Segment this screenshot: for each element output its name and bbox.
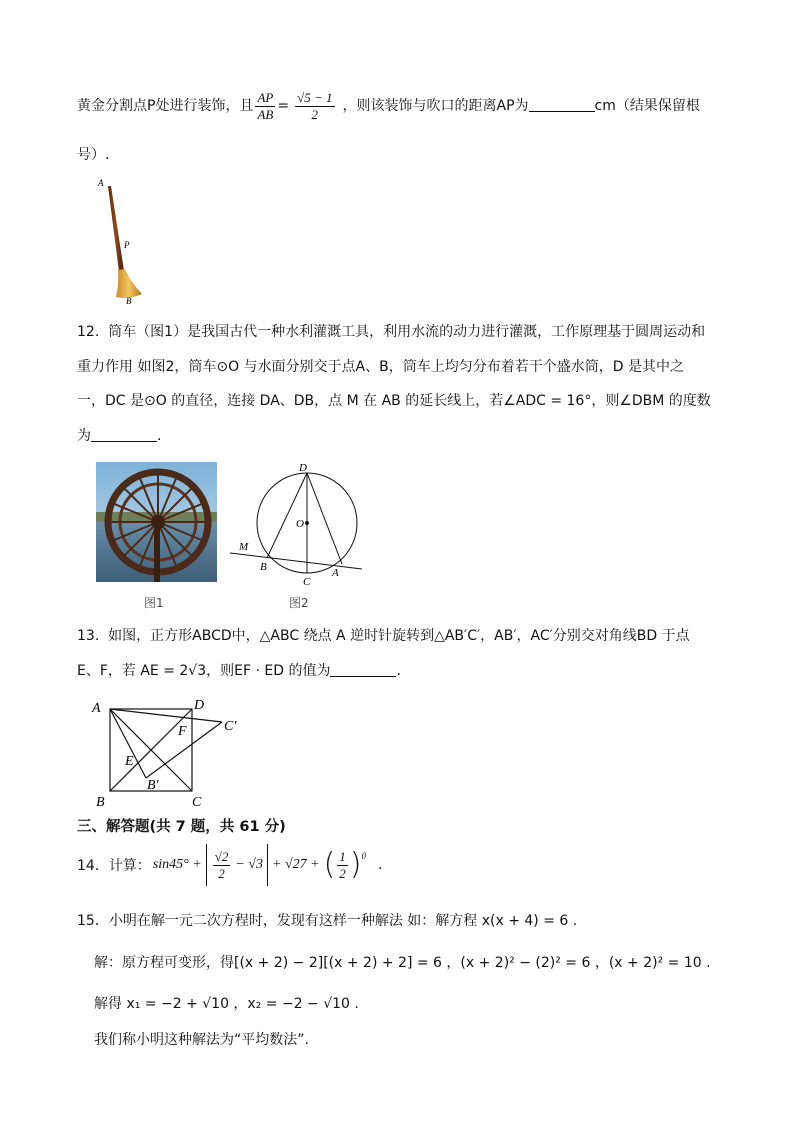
q12-line4: 为 . <box>77 428 162 444</box>
q11-equals: = <box>277 98 290 114</box>
q12-line1 <box>77 321 705 341</box>
q15-line2: 解：原方程可变形，得[(x + 2) − 2][(x + 2) + 2] = 6 ，(x + 2)² − (2)² = 6 ，(x + 2)² = 10 . <box>94 955 711 971</box>
q12-line3: 一，DC 是⊙O 的直径，连接 DA、DB，点 M 在 AB 的延长线上，若∠ADC = 16°，则∠DBM 的度数 <box>77 393 711 409</box>
q11-fig-label-p: P <box>124 240 130 250</box>
q12-fig-label-c: C <box>303 576 311 588</box>
q12-fig-label-m: M <box>239 541 249 553</box>
q11-fraction-ap-ab <box>255 90 275 123</box>
q13-fig-label-d: D <box>194 698 205 713</box>
q12-number: 12. <box>77 324 100 340</box>
q14-abs-num: √2 <box>214 848 229 864</box>
q13-answer-blank[interactable] <box>330 662 396 677</box>
q13-square-diagram <box>86 696 256 812</box>
q14-half <box>337 849 348 882</box>
q14-exponent: 0 <box>361 850 367 861</box>
q11-frac-num: AP <box>257 89 274 105</box>
line-mb-a <box>230 553 362 569</box>
q11-fig-label-a: A <box>98 178 104 188</box>
q14-abs-tail: − √3 <box>235 857 263 872</box>
q12-waterwheel-photo <box>96 462 217 582</box>
q12-circle-diagram <box>226 460 366 590</box>
q14-abs-den: 2 <box>218 865 225 881</box>
q13-fig-label-e: E <box>125 754 134 769</box>
q12-line2: 重力作用 如图2，筒车⊙O 与水面分别交于点A、B，筒车上均匀分布着若干个盛水筒，D 是其中之 <box>77 359 684 375</box>
q11-rhs-den: 2 <box>311 106 319 122</box>
q13-fig-label-a: A <box>92 701 101 716</box>
q14-line <box>77 843 382 887</box>
q13-fig-label-c2: C′ <box>224 719 237 734</box>
q11-line2: 号）. <box>77 147 110 163</box>
q14-sin45: sin45° + <box>152 857 202 872</box>
q14-expr-b: + √27 + <box>272 857 320 872</box>
q15-line1: 15．小明在解一元二次方程时，发现有这样一种解法 如：解方程 x(x + 4) = 6 . <box>77 913 578 929</box>
q13-fig-label-b2: B′ <box>147 778 159 793</box>
q11-unit: cm（结果保留根 <box>594 98 700 114</box>
q14-half-num: 1 <box>339 848 346 864</box>
q13-period: . <box>396 663 401 679</box>
q13-text-line1: 如图，正方形ABCD中，△ABC 绕点 A 逆时针旋转到△AB′C′，AB′，AC′分别交对角线BD 于点 <box>108 628 690 644</box>
q11-frac-den: AB <box>257 106 274 122</box>
q15-line3: 解得 x₁ = −2 + √10 ，x₂ = −2 − √10 . <box>94 996 359 1012</box>
center-o-dot <box>305 521 309 525</box>
q11-trumpet-figure <box>92 176 152 308</box>
q11-line1 <box>77 89 700 123</box>
q11-fig-label-b: B <box>126 296 132 306</box>
q11-fraction-golden <box>295 90 334 123</box>
segment-ac2 <box>110 709 222 722</box>
trumpet-bell <box>116 269 142 298</box>
q12-fig-label-a: A <box>332 567 339 579</box>
q11-text-a: 黄金分割点P处进行装饰，且 <box>77 98 254 114</box>
q12-fig2-caption: 图2 <box>289 596 309 610</box>
q13-text-line2: E、F，若 AE = 2√3，则EF · ED 的值为 <box>77 663 331 679</box>
trumpet-tube <box>108 186 124 272</box>
q11-answer-blank[interactable] <box>529 97 595 112</box>
q12-fig-label-d: D <box>299 462 307 474</box>
q13-line1 <box>77 625 690 645</box>
q12-fig-label-o: O <box>296 518 304 530</box>
q11-rhs-num: √5 − 1 <box>297 89 333 105</box>
section-3-title: 三、解答题(共 7 题，共 61 分) <box>77 819 286 835</box>
q13-fig-label-b: B <box>96 795 105 810</box>
q12-text-line1: 筒车（图1）是我国古代一种水利灌溉工具，利用水流的动力进行灌溉，工作原理基于圆周运动和 <box>108 324 706 340</box>
q14-label: 14．计算： <box>77 858 151 874</box>
q13-line2 <box>77 660 401 680</box>
q14-abs-fraction <box>213 849 231 882</box>
q14-end: . <box>378 857 383 873</box>
q15-line4: 我们称小明这种解法为“平均数法”. <box>94 1032 309 1048</box>
q13-fig-label-c: C <box>192 795 202 810</box>
q12-fig-label-b: B <box>260 561 267 573</box>
q14-paren-group: ( $\frac{1}{2}$ ) $^0$ <box>323 847 367 882</box>
q12-answer-blank[interactable] <box>91 427 157 442</box>
q12-text-line4: 为 <box>77 428 91 444</box>
q14-half-den: 2 <box>339 865 346 881</box>
chord-da <box>307 473 342 564</box>
q14-abs-value <box>206 844 268 886</box>
q12-fig1-caption: 图1 <box>144 596 164 610</box>
q13-number: 13. <box>77 628 100 644</box>
q13-fig-label-f: F <box>178 724 187 739</box>
q11-text-b: ，则该装饰与吹口的距离AP为 <box>342 98 529 114</box>
